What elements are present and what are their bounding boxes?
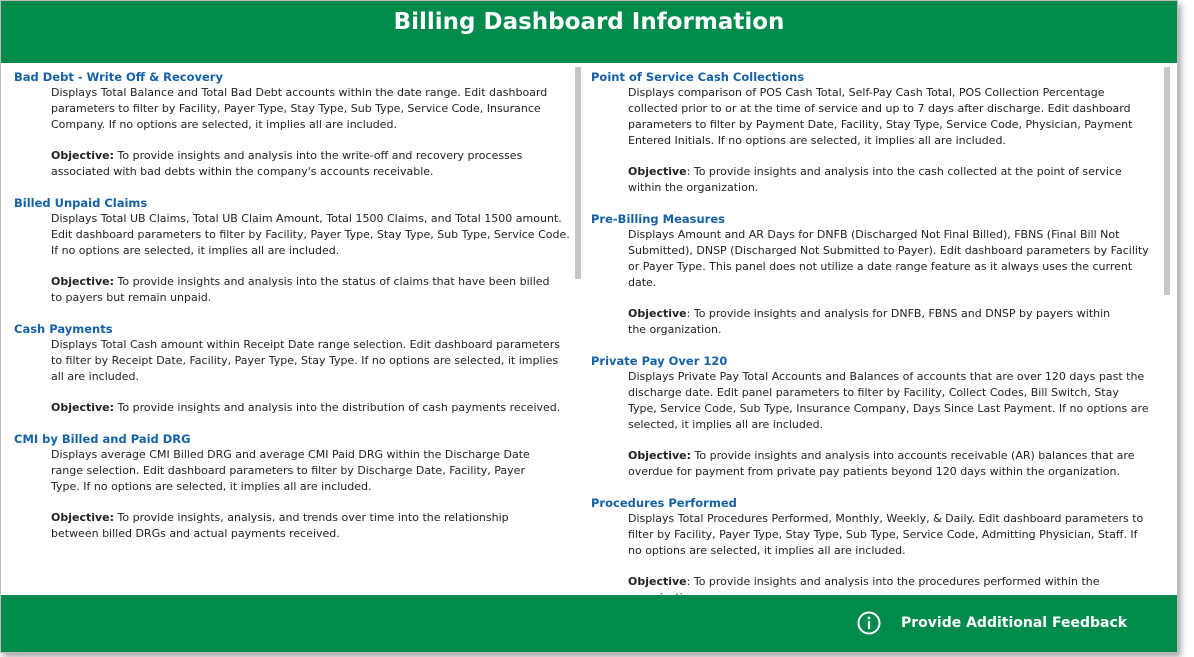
section-objective: Objective: To provide insights and analysis for DNFB, FBNS and DNSP by payers within the organization.: [628, 307, 1111, 336]
section-title: CMI by Billed and Paid DRG: [14, 432, 191, 446]
section-title: Pre-Billing Measures: [591, 212, 725, 226]
section-title: Procedures Performed: [591, 496, 737, 510]
section-description: Displays Total Balance and Total Bad Debt accounts within the date range. Edit dashboard parameters to filter by Facility, Payer Type, Stay Type, Sub Type, Service Code, Insurance Company. If no options are selected, it implies all are included.: [51, 86, 548, 131]
page-title: Billing Dashboard Information: [393, 9, 785, 35]
section-description: Displays Private Pay Total Accounts and Balances of accounts that are over 120 days past the discharge date. Edit panel parameters to filter by Facility, Collect Codes, Bill Switch, Stay Type, Service Code, Sub Type, Insurance Company, Days Since Last Payment. If no options are selected, it implies all are included.: [628, 370, 1149, 431]
section-objective: Objective: To provide insights and analysis into the procedures performed within the: [628, 575, 1100, 588]
header-bar: [1, 1, 1177, 63]
section-cmi-drg: [14, 431, 574, 542]
section-billed-unpaid-claims: [14, 195, 574, 306]
section-objective: Objective: To provide insights and analysis into the status of claims that have been billed to payers but remain unpaid.: [51, 275, 550, 304]
section-title: Bad Debt - Write Off & Recovery: [14, 70, 223, 84]
section-description: Displays Total Cash amount within Receipt Date range selection. Edit dashboard parameters to filter by Receipt Date, Facility, Payer Type, Stay Type. If no options are selected, it implies all are included.: [51, 338, 560, 383]
section-description: Displays Total Procedures Performed, Monthly, Weekly, & Daily. Edit dashboard parameters to filter by Facility, Payer Type, Stay Type, Sub Type, Service Code, Admitting Physician, Staff. If no options are selected, it implies all are included.: [628, 512, 1144, 557]
section-procedures: [591, 495, 1151, 606]
section-objective: Objective: To provide insights and analysis into the cash collected at the point of service within the organization.: [628, 165, 1122, 194]
section-objective: Objective: To provide insights, analysis, and trends over time into the relationship between billed DRGs and actual payments received.: [51, 511, 509, 540]
section-private-pay: [591, 353, 1151, 480]
section-pre-billing: [591, 211, 1151, 338]
section-pos-cash: [591, 69, 1151, 196]
section-objective: Objective: To provide insights and analysis into accounts receivable (AR) balances that are overdue for payment from private pay patients beyond 120 days within the organization.: [628, 449, 1135, 478]
info-icon: [857, 611, 881, 635]
section-description: Displays average CMI Billed DRG and average CMI Paid DRG within the Discharge Date range selection. Edit dashboard parameters to filter by Discharge Date, Facility, Payer Type. If no options are selected, it implies all are included.: [51, 448, 530, 493]
feedback-label: Provide Additional Feedback: [901, 615, 1128, 631]
right-scrollbar[interactable]: [1164, 67, 1170, 295]
feedback-button[interactable]: [857, 611, 1127, 635]
section-title: Cash Payments: [14, 322, 113, 336]
section-bad-debt: [14, 69, 574, 180]
section-title: Point of Service Cash Collections: [591, 70, 805, 84]
section-title: Private Pay Over 120: [591, 354, 728, 368]
right-column[interactable]: [578, 63, 1163, 595]
section-objective: Objective: To provide insights and analysis into the write-off and recovery processes associated with bad debts within the company's accounts receivable.: [51, 149, 523, 178]
left-column[interactable]: [1, 63, 575, 595]
section-description: Displays Total UB Claims, Total UB Claim Amount, Total 1500 Claims, and Total 1500 amount. Edit dashboard parameters to filter by Facility, Payer Type, Stay Type, Sub Type, Service Code. If no options are selected, it implies all are included.: [51, 212, 570, 257]
footer-bar: [1, 595, 1177, 652]
section-objective: Objective: To provide insights and analysis into the distribution of cash payments received.: [51, 401, 561, 414]
section-title: Billed Unpaid Claims: [14, 196, 148, 210]
section-description: Displays Amount and AR Days for DNFB (Discharged Not Final Billed), FBNS (Final Bill Not Submitted), DNSP (Discharged Not Submitted to Payer). Edit dashboard parameters by Facility or Payer Type. This panel does not utilize a date range feature as it always uses the current date.: [628, 228, 1149, 289]
section-cash-payments: [14, 321, 574, 416]
section-description: Displays comparison of POS Cash Total, Self-Pay Cash Total, POS Collection Percentage collected prior to or at the time of service and up to 7 days after discharge. Edit dashboard parameters to filter by Payment Date, Facility, Stay Type, Service Code, Physician, Payment Entered Initials. If no options are selected, it implies all are included.: [628, 86, 1133, 147]
